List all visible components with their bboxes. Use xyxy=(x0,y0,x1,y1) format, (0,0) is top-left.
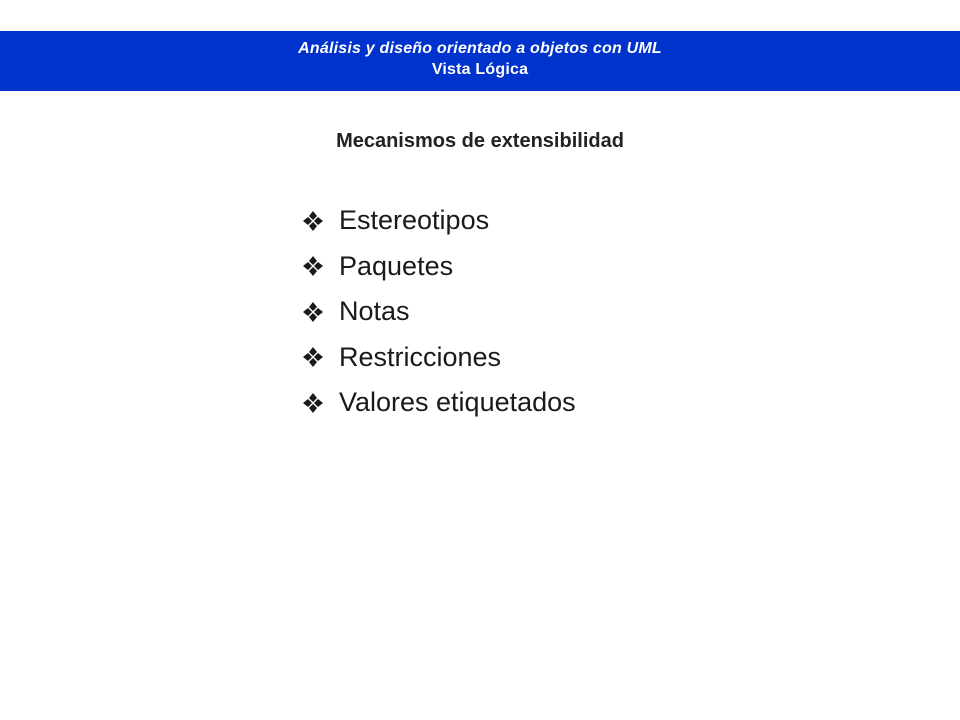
bullet-label: Paquetes xyxy=(339,250,454,281)
bullet-label: Restricciones xyxy=(339,341,502,372)
bullet-item-notas xyxy=(302,289,576,335)
header-section-title: Vista Lógica xyxy=(431,61,529,78)
bullet-item-paquetes xyxy=(302,244,576,290)
four-diamond-bullet-icon xyxy=(302,210,324,232)
bullet-item-estereotipos xyxy=(302,198,576,244)
bullet-item-valores-etiquetados xyxy=(302,380,576,426)
bullet-item-restricciones xyxy=(302,335,576,381)
four-diamond-bullet-icon xyxy=(302,346,324,368)
bullet-list xyxy=(302,198,576,426)
header-course-title: Análisis y diseño orientado a objetos con UML xyxy=(298,40,662,57)
bullet-label: Valores etiquetados xyxy=(339,387,576,417)
header-band xyxy=(0,31,960,91)
slide-title: Mecanismos de extensibilidad xyxy=(336,130,624,152)
four-diamond-bullet-icon xyxy=(302,392,324,414)
four-diamond-bullet-icon xyxy=(302,301,324,323)
bullet-label: Estereotipos xyxy=(339,205,490,235)
four-diamond-bullet-icon xyxy=(302,255,324,277)
bullet-label: Notas xyxy=(339,296,410,326)
